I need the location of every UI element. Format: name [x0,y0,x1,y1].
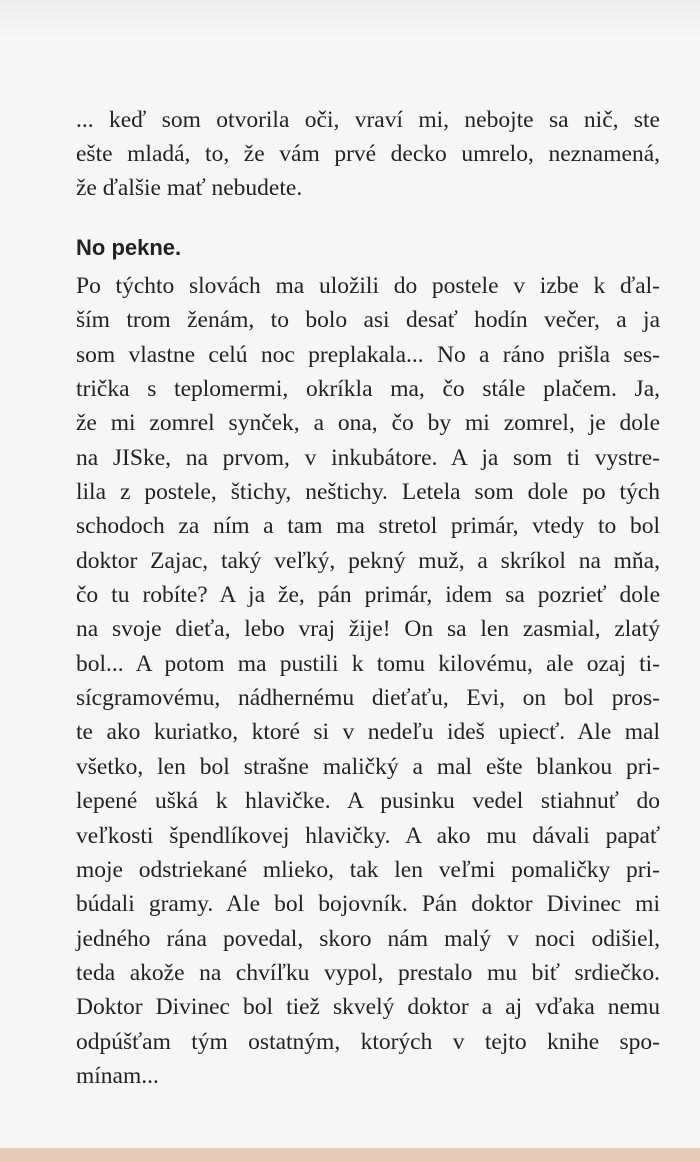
text-line: na svoje dieťa, lebo vraj žije! On sa len zasmial, zlatý [76,616,660,643]
section-heading: No pekne. [76,235,182,260]
text-line: ším trom ženám, to bolo asi desať hodín večer, a ja [76,307,660,334]
text-line: ešte mladá, to, že vám prvé decko umrelo, neznamená, [76,141,660,167]
text-line: trička s teplomermi, okríkla ma, čo stále plačem. Ja, [76,376,660,403]
text-line: ... keď som otvorila oči, vraví mi, nebojte sa nič, ste [76,107,660,133]
text-line: odpúšťam tým ostatným, ktorých v tejto knihe spo- [76,1028,660,1055]
text-line: jedného rána povedal, skoro nám malý v noci odišiel, [76,925,660,952]
text-line: Po týchto slovách ma uložili do postele v izbe k ďal- [76,273,660,299]
text-line: teda akože na chvíľku vypol, prestalo mu biť srdiečko. [76,959,660,986]
page-bottom-edge [0,1148,700,1162]
text-line: mínam... [76,1062,159,1089]
text-line: lila z postele, štichy, neštichy. Letela som dole po tých [76,479,660,506]
text-line: že ďalšie mať nebudete. [76,175,303,201]
text-line: búdali gramy. Ale bol bojovník. Pán doktor Divinec mi [76,891,660,918]
text-line: moje odstriekané mlieko, tak len veľmi pomaličky pri- [76,856,660,883]
text-line: te ako kuriatko, ktoré si v nedeľu ideš upiecť. Ale mal [76,719,660,746]
text-line: Doktor Divinec bol tiež skvelý doktor a aj vďaka nemu [76,994,660,1021]
text-line: veľkosti špendlíkovej hlavičky. A ako mu dávali papať [76,822,660,849]
text-line: schodoch za ním a tam ma stretol primár, vtedy to bol [76,513,660,540]
intro-paragraph [76,103,660,205]
text-line: bol... A potom ma pustili k tomu kilovému, ale ozaj ti- [76,650,660,677]
story-paragraph [76,269,660,1093]
text-line: doktor Zajac, taký veľký, pekný muž, a skríkol na mňa, [76,547,660,574]
text-line: sícgramovému, nádhernému dieťaťu, Evi, on bol pros- [76,685,660,712]
text-line: že mi zomrel synček, a ona, čo by mi zomrel, je dole [76,410,660,437]
text-line: lepené ušká k hlavičke. A pusinku vedel stiahnuť do [76,788,660,815]
text-line: som vlastne celú noc preplakala... No a ráno prišla ses- [76,341,660,368]
text-line: čo tu robíte? A ja že, pán primár, idem sa pozrieť dole [76,582,660,609]
page-top-shading [0,0,700,40]
text-line: všetko, len bol strašne maličký a mal ešte blankou pri- [76,753,660,780]
text-line: na JISke, na prvom, v inkubátore. A ja som ti vystre- [76,444,660,471]
